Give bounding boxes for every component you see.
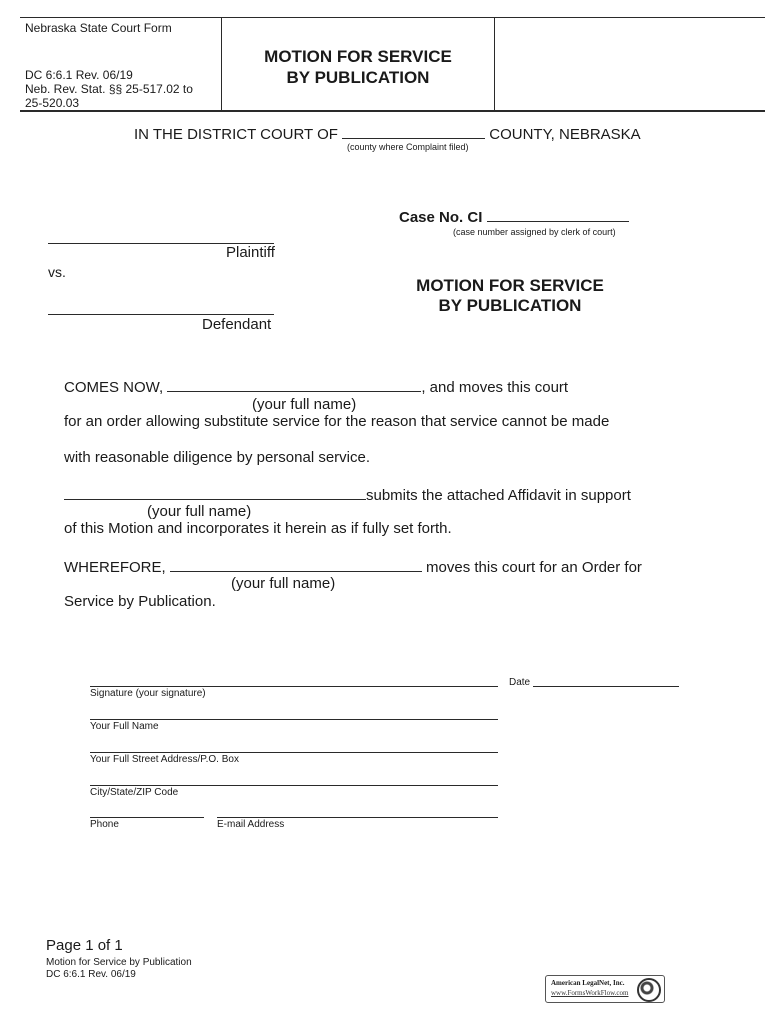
phone-field[interactable] xyxy=(90,817,204,818)
case-number-label: Case No. CI xyxy=(399,209,483,226)
state-form-label: Nebraska State Court Form xyxy=(25,21,172,35)
footer-form-name: Motion for Service by Publication xyxy=(46,957,192,968)
county-field[interactable] xyxy=(342,124,485,139)
motion-title-line2: BY PUBLICATION xyxy=(438,296,582,315)
comes-now-name-field[interactable] xyxy=(167,377,421,392)
wherefore-line xyxy=(64,557,642,576)
submits-text: submits the attached Affidavit in support xyxy=(366,487,631,504)
defendant-field[interactable] xyxy=(48,314,274,315)
court-suffix: COUNTY, NEBRASKA xyxy=(489,126,641,143)
address-field[interactable] xyxy=(90,752,498,753)
case-number-line xyxy=(399,207,629,226)
signature-field[interactable] xyxy=(90,686,498,687)
full-name-hint-1: (your full name) xyxy=(252,396,357,413)
court-prefix: IN THE DISTRICT COURT OF xyxy=(134,126,338,143)
city-state-zip-label: City/State/ZIP Code xyxy=(90,787,179,798)
header-form-number: DC 6:6.1 Rev. 06/19 xyxy=(25,68,133,82)
motion-title-line1: MOTION FOR SERVICE xyxy=(416,276,604,295)
seal-icon xyxy=(637,978,661,1002)
header-top-rule xyxy=(20,17,765,18)
header-divider-right xyxy=(494,17,495,110)
wherefore-text: WHEREFORE, xyxy=(64,559,166,576)
email-label: E-mail Address xyxy=(217,819,285,830)
full-name-hint-2: (your full name) xyxy=(147,503,252,520)
defendant-label: Defendant xyxy=(202,316,272,333)
date-label: Date xyxy=(509,677,531,688)
county-hint: (county where Complaint filed) xyxy=(347,142,469,152)
comes-now-line xyxy=(64,377,568,396)
comes-now-text: COMES NOW, xyxy=(64,379,164,396)
full-name-field[interactable] xyxy=(90,719,498,720)
body-line-2: for an order allowing substitute service for the reason that service cannot be made xyxy=(64,413,610,430)
address-label: Your Full Street Address/P.O. Box xyxy=(90,754,239,765)
phone-label: Phone xyxy=(90,819,119,830)
legalnet-logo xyxy=(545,975,665,1003)
header-statute-line2: 25-520.03 xyxy=(25,96,80,110)
case-number-hint: (case number assigned by clerk of court) xyxy=(453,227,616,237)
date-field[interactable] xyxy=(533,686,679,687)
signature-label: Signature (your signature) xyxy=(90,688,206,699)
logo-url[interactable]: www.FormsWorkFlow.com xyxy=(551,989,629,997)
versus-label: vs. xyxy=(48,264,66,280)
body-line-3: with reasonable diligence by personal service. xyxy=(64,449,371,466)
email-field[interactable] xyxy=(217,817,498,818)
logo-company: American LegalNet, Inc. xyxy=(551,979,625,987)
wherefore-name-field[interactable] xyxy=(170,557,422,572)
affiant-name-field[interactable] xyxy=(64,485,366,500)
submits-line xyxy=(64,485,631,504)
moves-court-text: , and moves this court xyxy=(421,379,569,396)
body-line-7: Service by Publication. xyxy=(64,593,216,610)
case-number-field[interactable] xyxy=(487,207,629,222)
footer-form-number: DC 6:6.1 Rev. 06/19 xyxy=(46,969,136,980)
full-name-hint-3: (your full name) xyxy=(231,575,336,592)
court-line xyxy=(134,124,641,143)
moves-order-text: moves this court for an Order for xyxy=(426,559,642,576)
header-title-line2: BY PUBLICATION xyxy=(286,68,430,87)
body-line-5: of this Motion and incorporates it herein as if fully set forth. xyxy=(64,520,452,537)
page-number: Page 1 of 1 xyxy=(46,937,123,954)
plaintiff-label: Plaintiff xyxy=(226,244,275,261)
full-name-label: Your Full Name xyxy=(90,721,159,732)
header-statute-line1: Neb. Rev. Stat. §§ 25-517.02 to xyxy=(25,82,193,96)
header-title-line1: MOTION FOR SERVICE xyxy=(264,47,452,66)
city-state-zip-field[interactable] xyxy=(90,785,498,786)
header-bottom-rule xyxy=(20,110,765,112)
